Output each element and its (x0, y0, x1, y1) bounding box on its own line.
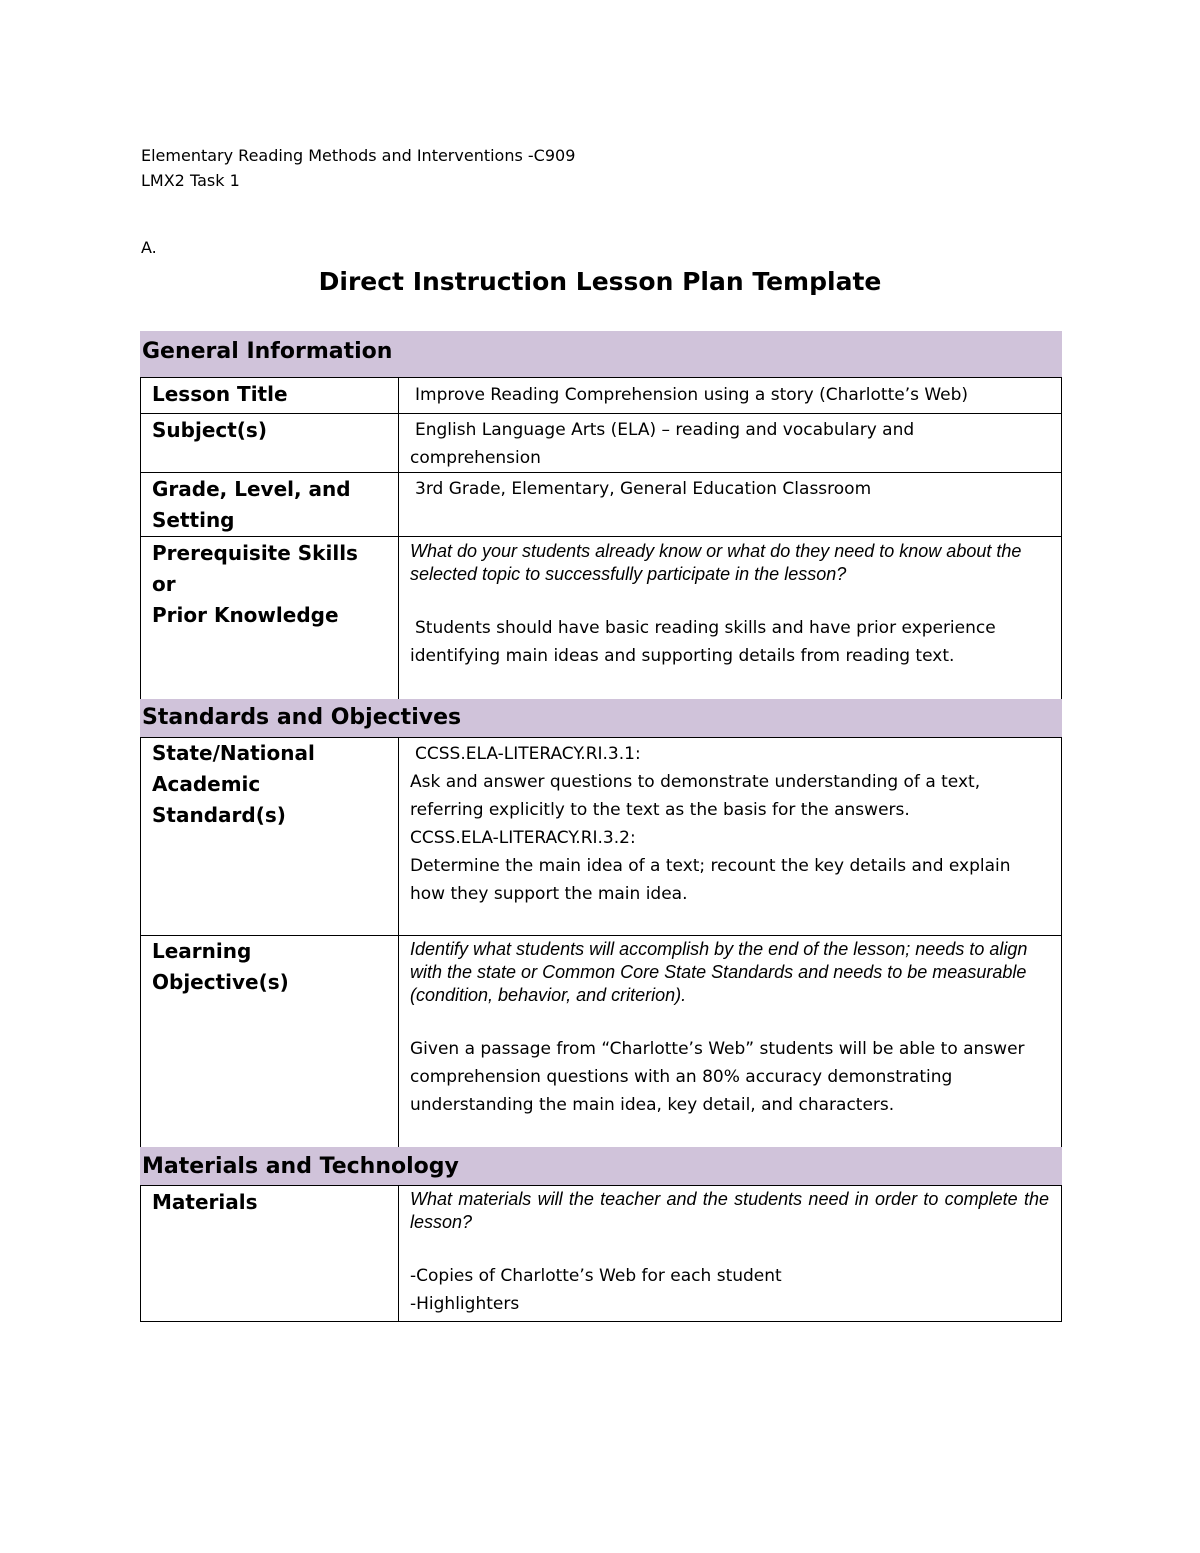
objective-label: Learning Objective(s) (141, 936, 399, 1148)
lesson-title-text: Improve Reading Comprehension using a story (Charlotte’s Web) (415, 385, 969, 405)
standard-text-1-line2: referring explicitly to the text as the basis for the answers. (410, 800, 910, 820)
page-title: Direct Instruction Lesson Plan Template (318, 267, 882, 296)
prereq-prompt: What do your students already know or what do they need to know about the selected topic to successfully participate in the lesson? (410, 541, 1022, 584)
standard-value (399, 738, 1062, 936)
standards-table (140, 737, 1062, 1148)
objective-answer-line3: understanding the main idea, key detail, and characters. (410, 1095, 895, 1115)
standard-label-line2: Academic Standard(s) (152, 772, 286, 827)
materials-prompt: What materials will the teacher and the students need in order to complete the lesson? (410, 1189, 1049, 1232)
grade-label (141, 473, 399, 537)
materials-value (399, 1186, 1062, 1322)
materials-item-1: -Copies of Charlotte’s Web for each student (410, 1266, 782, 1286)
prereq-label (141, 537, 399, 700)
grade-label-line2: Setting (152, 508, 235, 532)
section-general-information: General Information (140, 331, 1062, 377)
course-name: Elementary Reading Methods and Interventions -C909 (141, 146, 576, 165)
standard-text-2-line1: Determine the main idea of a text; recount the key details and explain (410, 856, 1011, 876)
standard-code-1: CCSS.ELA-LITERACY.RI.3.1: (415, 744, 641, 764)
prereq-label-line1: Prerequisite Skills or (152, 541, 358, 596)
prereq-value (399, 537, 1062, 700)
general-information-table (140, 377, 1062, 700)
subjects-value (399, 414, 1062, 473)
table-row (141, 936, 1062, 1148)
subjects-label: Subject(s) (141, 414, 399, 473)
grade-text: 3rd Grade, Elementary, General Education Classroom (415, 479, 872, 499)
task-name: LMX2 Task 1 (141, 171, 240, 190)
subjects-text-line2: comprehension (410, 448, 541, 468)
materials-item-2: -Highlighters (410, 1294, 520, 1314)
prereq-answer-line1: Students should have basic reading skills and have prior experience (415, 618, 996, 638)
objective-answer-line2: comprehension questions with an 80% accuracy demonstrating (410, 1067, 953, 1087)
subjects-text-line1: English Language Arts (ELA) – reading and vocabulary and (415, 420, 915, 440)
standard-code-2: CCSS.ELA-LITERACY.RI.3.2: (410, 828, 636, 848)
standard-text-1-line1: Ask and answer questions to demonstrate understanding of a text, (410, 772, 981, 792)
standard-label-line1: State/National (152, 741, 315, 765)
standard-text-2-line2: how they support the main idea. (410, 884, 688, 904)
grade-label-line1: Grade, Level, and (152, 477, 351, 501)
section-standards-objectives: Standards and Objectives (140, 699, 1062, 737)
table-row (141, 473, 1062, 537)
objective-answer-line1: Given a passage from “Charlotte’s Web” students will be able to answer (410, 1039, 1025, 1059)
table-row (141, 1186, 1062, 1322)
table-row (141, 537, 1062, 700)
materials-label: Materials (141, 1186, 399, 1322)
lesson-title-label: Lesson Title (141, 378, 399, 414)
section-letter: A. (141, 238, 157, 257)
table-row (141, 378, 1062, 414)
section-materials-technology: Materials and Technology (140, 1147, 1062, 1185)
prereq-answer-line2: identifying main ideas and supporting details from reading text. (410, 646, 955, 666)
lesson-title-value (399, 378, 1062, 414)
objective-prompt: Identify what students will accomplish by the end of the lesson; needs to align with the state or Common Core State Standards and needs to be measurable (condition, behavior, and criterion). (410, 939, 1028, 1005)
standard-label (141, 738, 399, 936)
grade-value (399, 473, 1062, 537)
table-row (141, 414, 1062, 473)
table-row (141, 738, 1062, 936)
objective-value (399, 936, 1062, 1148)
materials-table (140, 1185, 1062, 1322)
prereq-label-line2: Prior Knowledge (152, 603, 339, 627)
